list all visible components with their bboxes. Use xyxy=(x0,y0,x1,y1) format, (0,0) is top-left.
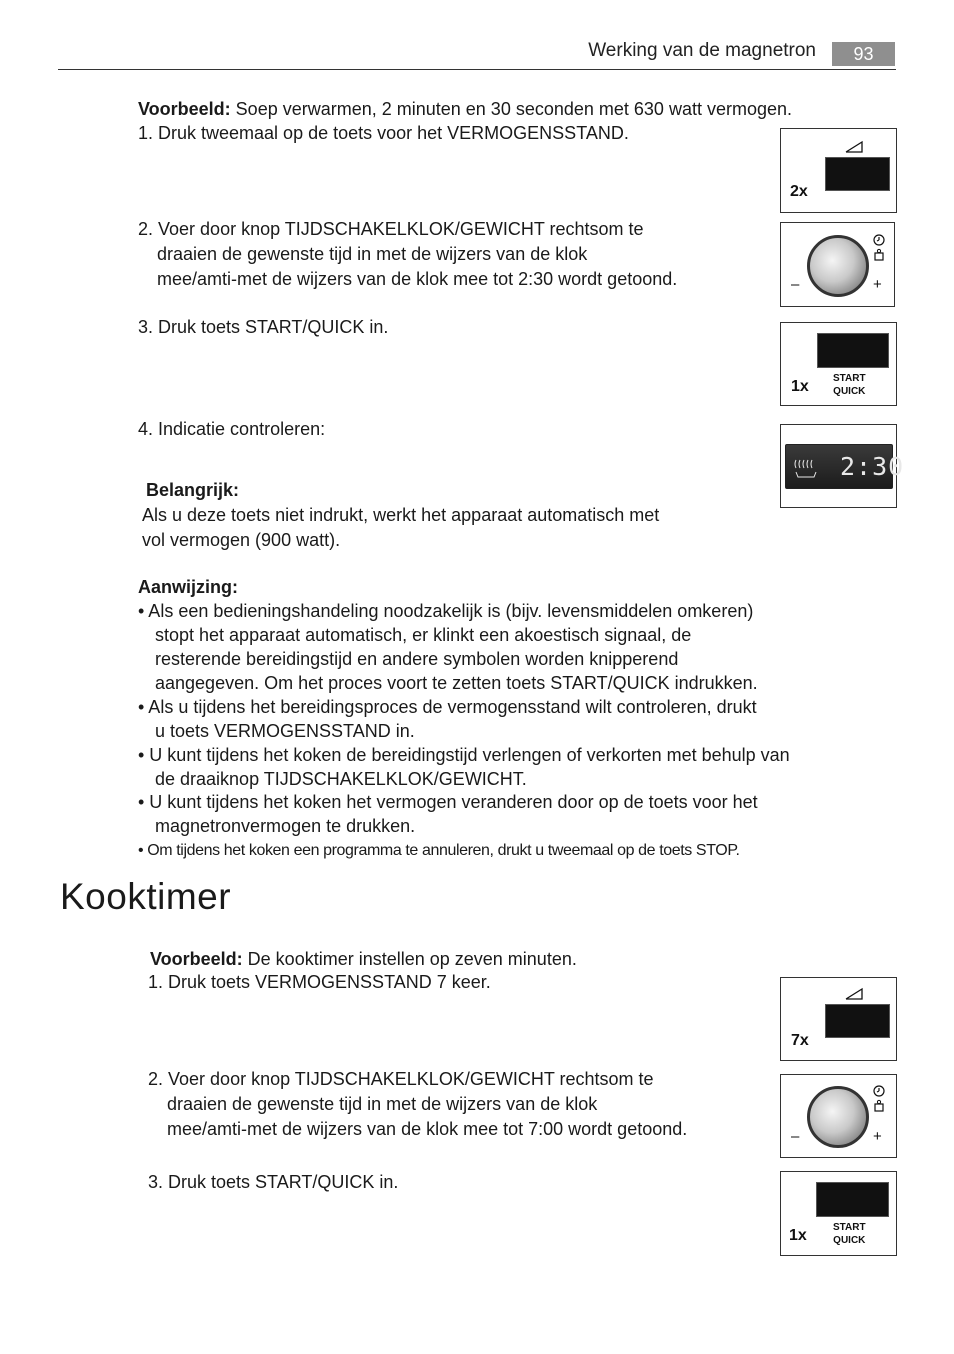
note-bullet-2-line1: • Als u tijdens het bereidingsproces de vermogensstand wilt controleren, drukt xyxy=(138,697,757,717)
example1-step4: 4. Indicatie controleren: xyxy=(138,419,326,439)
figure-power-button-2x xyxy=(780,128,897,213)
figure-start-button-2 xyxy=(780,1171,897,1256)
start-label: START xyxy=(833,1222,866,1233)
header-rule xyxy=(58,69,896,70)
clock-icon xyxy=(872,233,886,247)
kooktimer-intro xyxy=(150,947,577,971)
kooktimer-step3: 3. Druk toets START/QUICK in. xyxy=(148,1172,399,1192)
kooktimer-step1: 1. Druk toets VERMOGENSSTAND 7 keer. xyxy=(148,972,491,992)
kooktimer-label: Voorbeeld: xyxy=(150,949,243,969)
plus-label: + xyxy=(873,276,882,293)
important-line2: vol vermogen (900 watt). xyxy=(142,530,341,550)
page-number: 93 xyxy=(832,42,895,66)
kooktimer-text: De kooktimer instellen op zeven minuten. xyxy=(242,949,577,969)
example1-step1: 1. Druk tweemaal op de toets voor het VERMOGENSSTAND. xyxy=(138,123,629,143)
example1-step2-line2: draaien de gewenste tijd in met de wijzers van de klok xyxy=(157,244,588,264)
weight-icon xyxy=(873,1099,885,1113)
press-count: 1x xyxy=(791,378,809,395)
power-button[interactable] xyxy=(825,1004,890,1038)
quick-label: QUICK xyxy=(833,1235,866,1246)
press-count: 2x xyxy=(790,183,808,200)
press-count: 1x xyxy=(789,1227,807,1244)
quick-label: QUICK xyxy=(833,386,866,397)
plus-label: + xyxy=(873,1128,882,1145)
notes-label xyxy=(138,575,238,599)
kooktimer-step2-line3: mee/amti-met de wijzers van de klok mee tot 7:00 wordt getoond. xyxy=(167,1119,688,1139)
notes-label-text: Aanwijzing: xyxy=(138,577,238,597)
note-bullet-5-line1: • Om tijdens het koken een programma te annuleren, drukt u tweemaal op de toets STOP. xyxy=(138,842,740,859)
example1-step3: 3. Druk toets START/QUICK in. xyxy=(138,317,389,337)
example1-step2-line1: 2. Voer door knop TIJDSCHAKELKLOK/GEWICHT rechtsom te xyxy=(138,219,644,239)
power-level-icon xyxy=(844,987,864,1001)
example1-intro xyxy=(138,97,792,121)
example1-text: Soep verwarmen, 2 minuten en 30 seconden met 630 watt vermogen. xyxy=(230,99,792,119)
microwave-wave-icon xyxy=(792,457,822,479)
start-label: START xyxy=(833,373,866,384)
note-bullet-4-line2: magnetronvermogen te drukken. xyxy=(155,816,416,836)
important-line1: Als u deze toets niet indrukt, werkt het apparaat automatisch met xyxy=(142,505,660,525)
kooktimer-step2-line1: 2. Voer door knop TIJDSCHAKELKLOK/GEWICHT rechtsom te xyxy=(148,1069,654,1089)
minus-label: – xyxy=(791,276,800,293)
important-label xyxy=(146,478,239,502)
start-quick-label xyxy=(833,372,866,398)
important-label-text: Belangrijk: xyxy=(146,480,240,500)
display-time: 2:30 xyxy=(840,452,905,481)
example1-step2-line3: mee/amti-met de wijzers van de klok mee tot 2:30 wordt getoond. xyxy=(157,269,678,289)
start-quick-button[interactable] xyxy=(817,333,889,368)
note-bullet-1-line2: stopt het apparaat automatisch, er klinkt een akoestisch signaal, de xyxy=(155,625,692,645)
header-section-title: Werking van de magnetron xyxy=(588,40,816,61)
time-weight-knob[interactable] xyxy=(807,235,869,297)
note-bullet-2-line2: u toets VERMOGENSSTAND in. xyxy=(155,721,415,741)
figure-knob-2 xyxy=(780,1074,897,1158)
figure-start-button-1 xyxy=(780,322,897,406)
weight-icon xyxy=(873,248,885,262)
press-count: 7x xyxy=(791,1032,809,1049)
minus-label: – xyxy=(791,1128,800,1145)
note-bullet-1-line4: aangegeven. Om het proces voort te zetten toets START/QUICK indrukken. xyxy=(155,673,758,693)
power-button[interactable] xyxy=(825,157,890,191)
figure-knob-1 xyxy=(780,222,895,307)
note-bullet-1-line3: resterende bereidingstijd en andere symbolen worden knipperend xyxy=(155,649,679,669)
example1-label: Voorbeeld: xyxy=(138,99,231,119)
display-screen xyxy=(785,444,905,489)
figure-display xyxy=(780,424,905,508)
note-bullet-4-line1: • U kunt tijdens het koken het vermogen veranderen door op de toets voor het xyxy=(138,792,758,812)
kooktimer-step2-line2: draaien de gewenste tijd in met de wijzers van de klok xyxy=(167,1094,598,1114)
note-bullet-1-line1: • Als een bedieningshandeling noodzakelijk is (bijv. levensmiddelen omkeren) xyxy=(138,601,754,621)
start-quick-button[interactable] xyxy=(816,1182,889,1217)
note-bullet-3-line1: • U kunt tijdens het koken de bereidingstijd verlengen of verkorten met behulp van xyxy=(138,745,790,765)
note-bullet-3-line2: de draaiknop TIJDSCHAKELKLOK/GEWICHT. xyxy=(155,769,527,789)
start-quick-label xyxy=(833,1221,866,1247)
time-weight-knob[interactable] xyxy=(807,1086,869,1148)
figure-power-button-7x xyxy=(780,977,897,1061)
power-level-icon xyxy=(844,140,864,154)
kooktimer-heading: Kooktimer xyxy=(60,876,232,917)
clock-icon xyxy=(872,1084,886,1098)
